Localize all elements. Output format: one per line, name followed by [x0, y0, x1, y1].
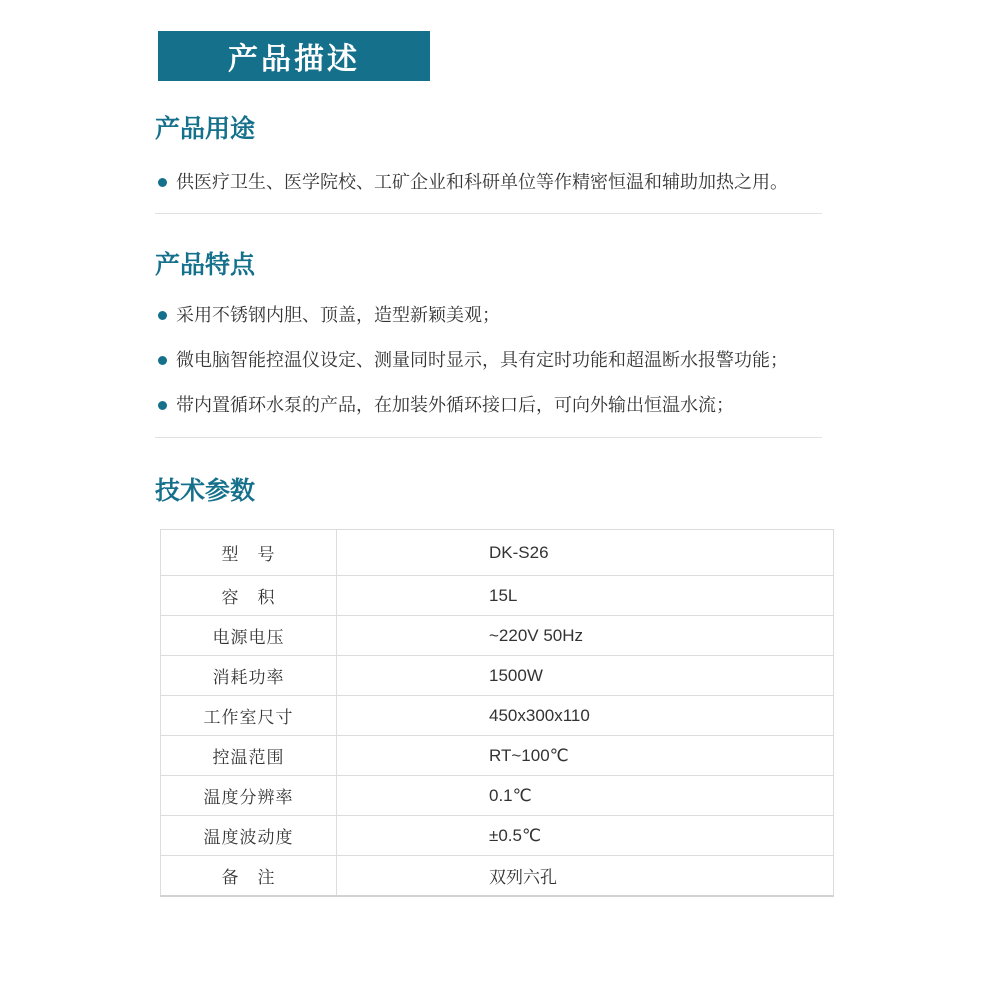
spec-row — [161, 856, 834, 896]
spec-value: 1500W — [337, 656, 834, 696]
spec-row — [161, 656, 834, 696]
spec-value: 15L — [337, 576, 834, 616]
spec-row — [161, 530, 834, 576]
spec-value: DK-S26 — [337, 530, 834, 576]
spec-row — [161, 736, 834, 776]
banner-title: 产品描述 — [228, 43, 360, 76]
features-heading: 产品特点 — [155, 251, 256, 279]
bullet-item — [158, 170, 840, 194]
spec-label: 备 注 — [161, 856, 337, 896]
spec-value: ~220V 50Hz — [337, 616, 834, 656]
bullet-text: 带内置循环水泵的产品，在加装外循环接口后，可向外输出恒温水流； — [176, 395, 734, 415]
bullet-dot-icon — [158, 178, 167, 187]
bullet-dot-icon — [158, 311, 167, 320]
bullet-text: 微电脑智能控温仪设定、测量同时显示，具有定时功能和超温断水报警功能； — [176, 350, 788, 370]
spec-label: 温度波动度 — [161, 816, 337, 856]
spec-label: 控温范围 — [161, 736, 337, 776]
spec-row — [161, 576, 834, 616]
bullet-item — [158, 393, 840, 417]
spec-label: 消耗功率 — [161, 656, 337, 696]
specs-table — [160, 529, 834, 897]
bullet-dot-icon — [158, 401, 167, 410]
spec-label: 型 号 — [161, 530, 337, 576]
spec-row — [161, 696, 834, 736]
spec-value: 0.1℃ — [337, 776, 834, 816]
section-banner — [158, 31, 430, 81]
spec-value: ±0.5℃ — [337, 816, 834, 856]
section-divider — [155, 213, 822, 214]
bullet-dot-icon — [158, 356, 167, 365]
spec-row — [161, 776, 834, 816]
spec-label: 电源电压 — [161, 616, 337, 656]
section-divider — [155, 437, 822, 438]
bullet-text: 采用不锈钢内胆、顶盖，造型新颖美观； — [176, 305, 500, 325]
bullet-text: 供医疗卫生、医学院校、工矿企业和科研单位等作精密恒温和辅助加热之用。 — [176, 172, 788, 192]
spec-label: 工作室尺寸 — [161, 696, 337, 736]
spec-value: RT~100℃ — [337, 736, 834, 776]
spec-value: 450x300x110 — [337, 696, 834, 736]
usage-bullet-list — [158, 170, 840, 194]
spec-label: 容 积 — [161, 576, 337, 616]
usage-heading: 产品用途 — [155, 115, 256, 143]
bullet-item — [158, 348, 840, 372]
spec-row — [161, 816, 834, 856]
spec-label: 温度分辨率 — [161, 776, 337, 816]
product-description-page — [0, 31, 1000, 997]
spec-row — [161, 616, 834, 656]
spec-value: 双列六孔 — [337, 856, 834, 896]
bullet-item — [158, 303, 840, 327]
features-bullet-list — [158, 303, 840, 417]
specs-heading: 技术参数 — [155, 477, 256, 505]
